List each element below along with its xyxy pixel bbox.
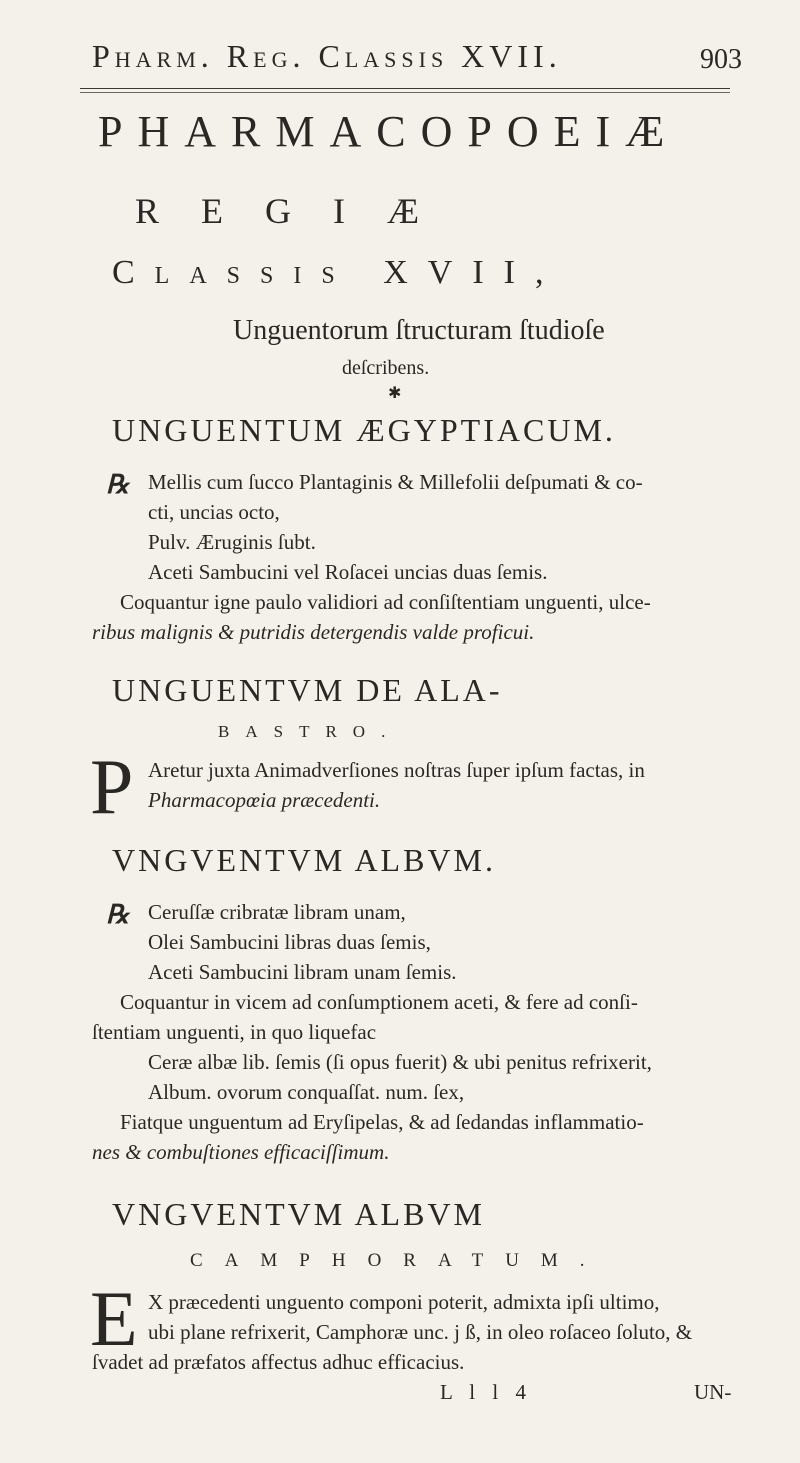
text-line: Aceti Sambucini vel Roſacei uncias duas ſemis. — [148, 560, 548, 584]
text-line: Coquantur igne paulo validiori ad conſiſtentiam unguenti, ulce- — [120, 590, 651, 614]
subtitle-line1: Unguentorum ſtructuram ſtudioſe — [233, 315, 605, 346]
header-rule — [80, 88, 730, 89]
text-line: Aceti Sambucini libram unam ſemis. — [148, 960, 457, 984]
title-regiae: REGIÆ — [135, 191, 461, 231]
text-line: ribus malignis & putridis detergendis valde proficui. — [92, 620, 535, 644]
text-line: Ceræ albæ lib. ſemis (ſi opus fuerit) & ubi penitus refrixerit, — [148, 1050, 652, 1074]
section-subheading-camphoratum: CAMPHORATUM. — [190, 1250, 607, 1271]
header-rule-thin — [80, 92, 730, 93]
text-line: Mellis cum ſucco Plantaginis & Millefolii deſpumati & co- — [148, 470, 643, 494]
text-line: Ceruſſæ cribratæ libram unam, — [148, 900, 406, 924]
section-heading-alabastro: UNGUENTVM DE ALA- — [112, 672, 503, 708]
catchword: UN- — [694, 1380, 732, 1404]
ornament-icon: ✱ — [388, 385, 402, 402]
main-title: PHARMACOPOEIÆ — [98, 107, 680, 156]
text-line: ſtentiam unguenti, in quo liquefac — [92, 1020, 377, 1044]
text-line: Pulv. Æruginis ſubt. — [148, 530, 316, 554]
section-heading-alabastro-cont: BASTRO. — [218, 722, 402, 741]
drop-cap: P — [90, 743, 134, 830]
text-line: cti, uncias octo, — [148, 500, 280, 524]
text-line: ſvadet ad præfatos affectus adhuc efficacius. — [92, 1350, 465, 1374]
text-line: nes & combuſtiones efficaciſſimum. — [92, 1140, 390, 1164]
text-line: Aretur juxta Animadverſiones noſtras ſuper ipſum factas, in — [148, 758, 645, 782]
recipe-icon: ℞ — [106, 470, 130, 499]
section-heading-album: VNGVENTVM ALBVM. — [112, 842, 496, 878]
drop-cap: E — [90, 1275, 138, 1362]
section-heading-aegyptiacum: UNGUENTUM ÆGYPTIACUM. — [112, 412, 616, 448]
subtitle-line2: deſcribens. — [342, 357, 430, 379]
text-line: ubi plane refrixerit, Camphoræ unc. j ß, in oleo roſaceo ſoluto, & — [148, 1320, 693, 1344]
section-heading-album-camphoratum: VNGVENTVM ALBVM — [112, 1196, 485, 1232]
recipe-icon: ℞ — [106, 900, 130, 929]
text-line: Olei Sambucini libras duas ſemis, — [148, 930, 431, 954]
title-classis: Classis XVII, — [112, 254, 564, 291]
signature-mark: L l l 4 — [440, 1380, 532, 1404]
text-line: X præcedenti unguento componi poterit, admixta ipſi ultimo, — [148, 1290, 660, 1314]
text-line: Pharmacopœia præcedenti. — [148, 788, 381, 812]
text-line: Fiatque unguentum ad Eryſipelas, & ad ſedandas inflammatio- — [120, 1110, 644, 1134]
page-number: 903 — [700, 44, 742, 75]
running-header: Pharm. Reg. Classis XVII. — [92, 38, 562, 74]
text-line: Coquantur in vicem ad conſumptionem aceti, & fere ad conſi- — [120, 990, 638, 1014]
text-line: Album. ovorum conquaſſat. num. ſex, — [148, 1080, 465, 1104]
